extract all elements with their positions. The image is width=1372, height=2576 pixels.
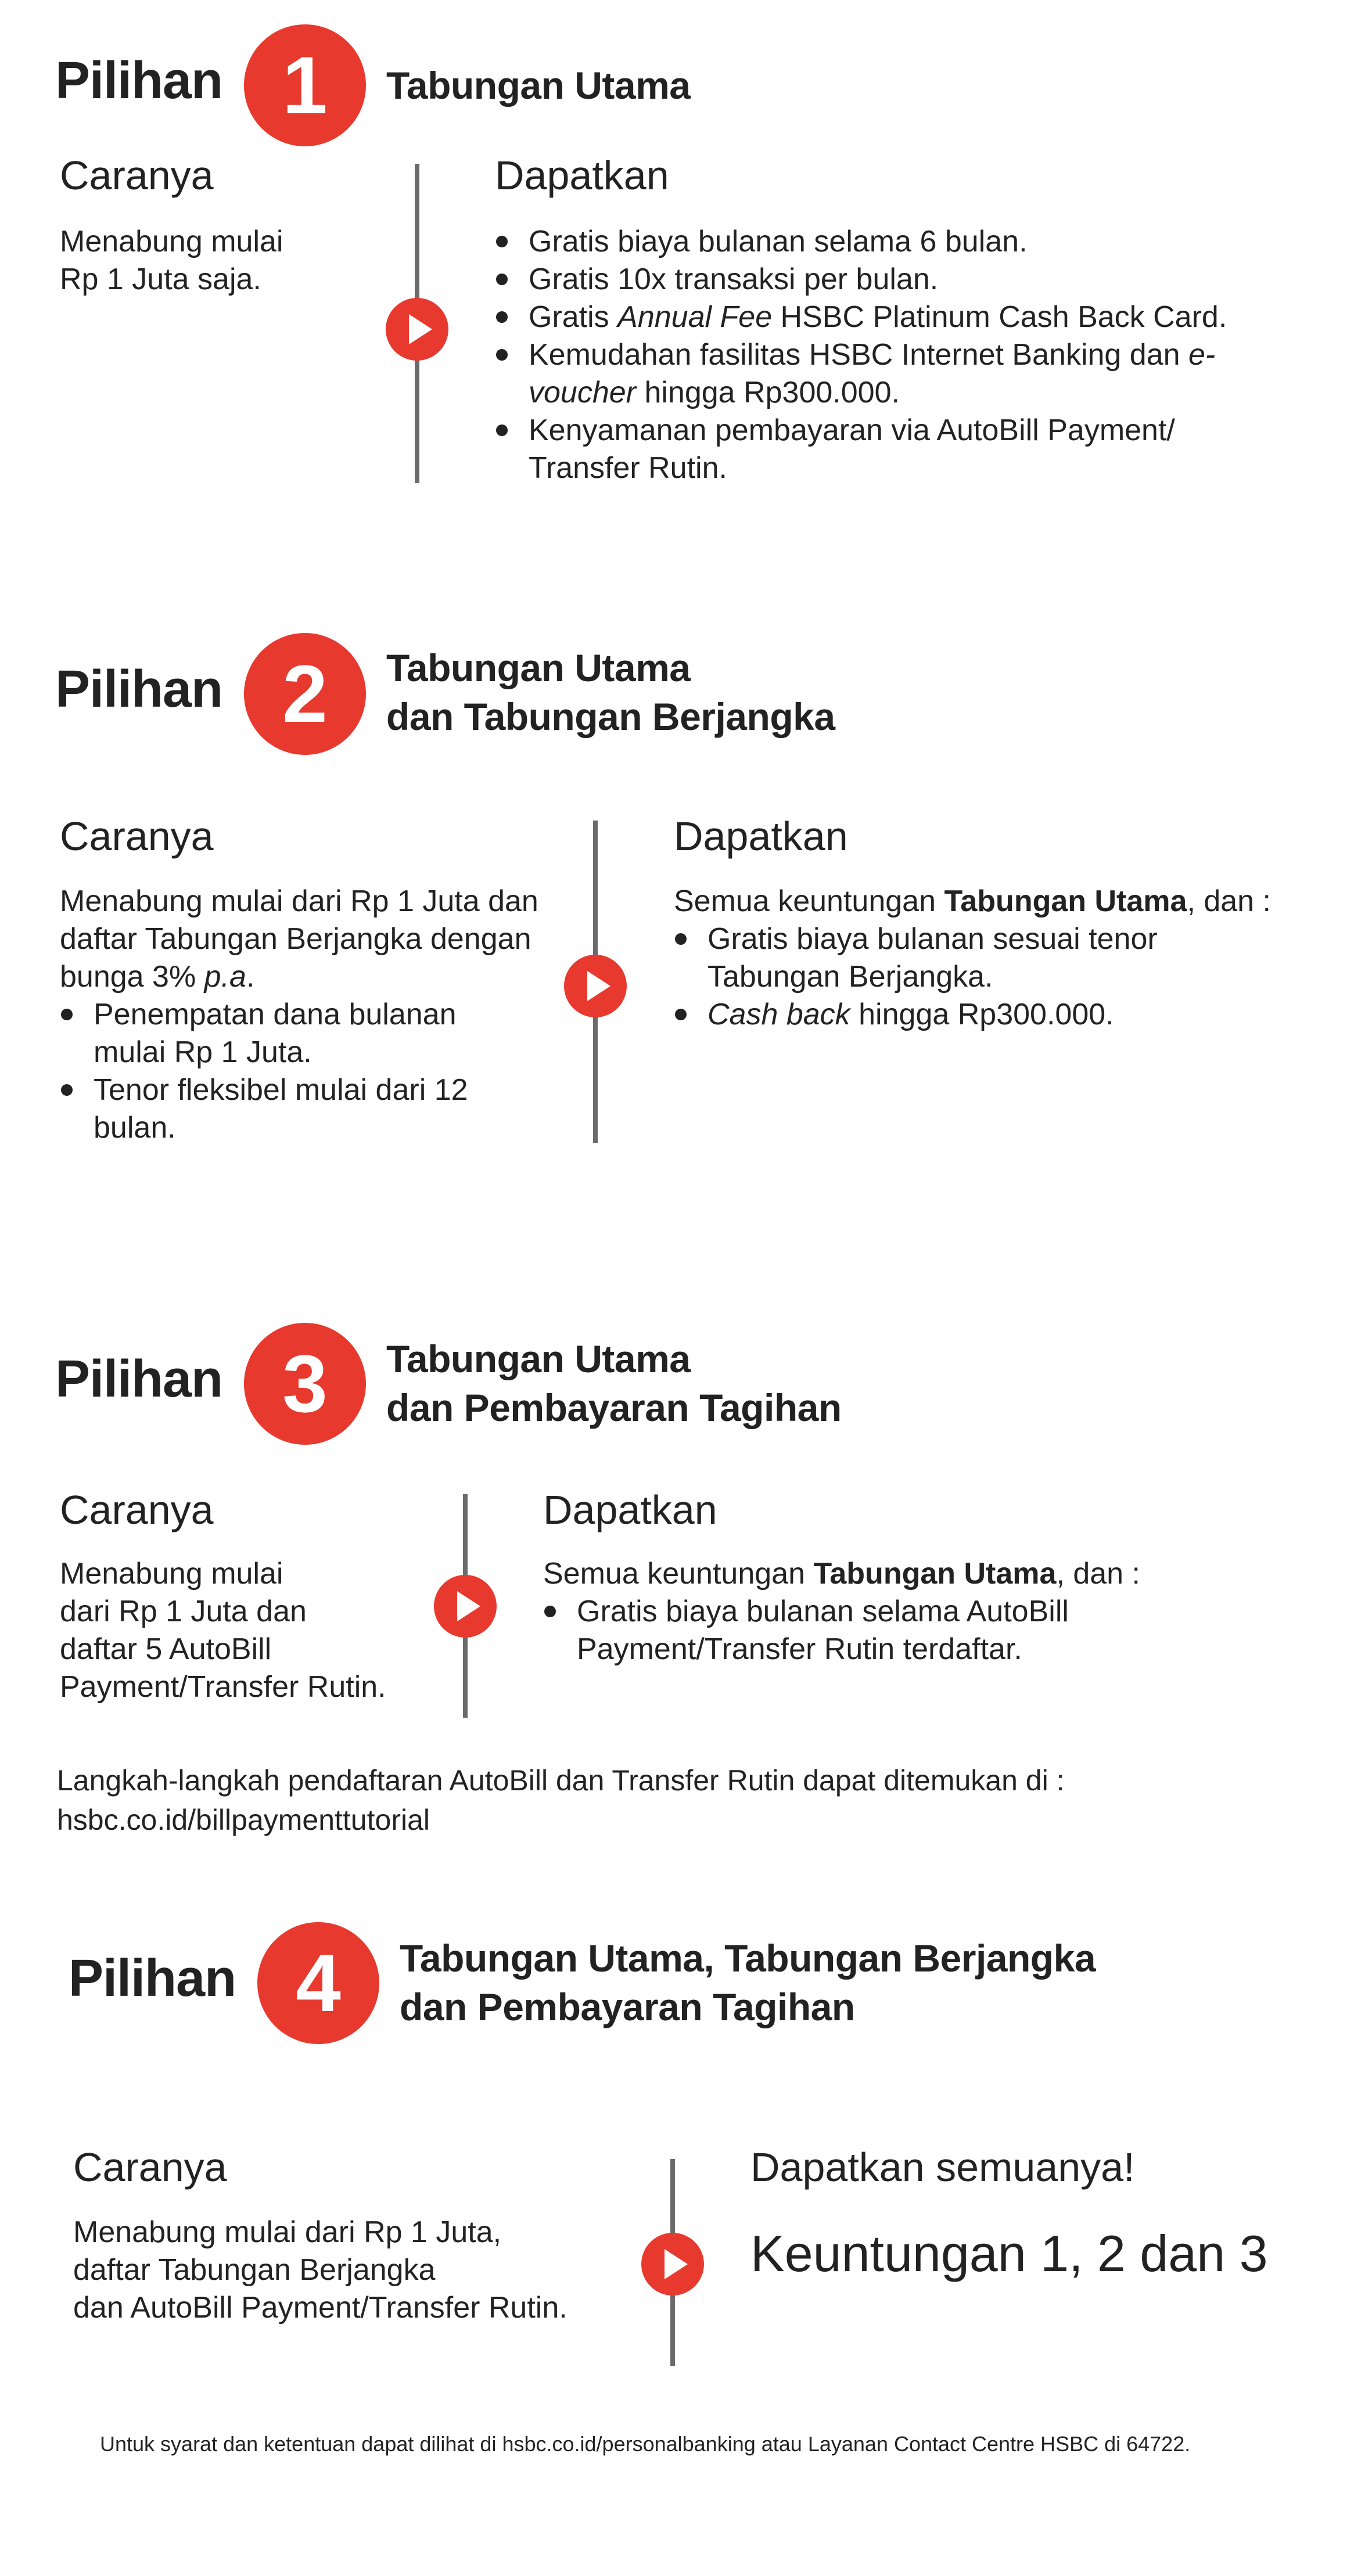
option-2-title-line: dan Tabungan Berjangka: [386, 695, 835, 738]
benefit-item: Gratis biaya bulanan selama 6 bulan.: [495, 223, 1296, 261]
how-line: Payment/Transfer Rutin.: [60, 1670, 386, 1704]
option-4-how-title: Caranya: [73, 2145, 227, 2190]
option-2-title: [386, 643, 835, 741]
get-intro: Semua keuntungan Tabungan Utama, dan :: [674, 884, 1271, 918]
benefit-item: Cash back hingga Rp300.000.: [674, 996, 1336, 1034]
option-2-how-title: Caranya: [60, 814, 214, 859]
benefit-item: Gratis 10x transaksi per bulan.: [495, 261, 1296, 298]
option-2-arrow-icon: [564, 955, 627, 1017]
option-3-label: Pilihan: [55, 1350, 223, 1408]
option-3-benefits: [543, 1555, 1298, 1668]
option-4-number-badge: 4: [257, 1922, 379, 2044]
how-bullet: Tenor fleksibel mulai dari 12 bulan.: [60, 1071, 512, 1147]
option-3-title-line: dan Pembayaran Tagihan: [386, 1386, 842, 1429]
option-1-arrow-icon: [386, 298, 448, 361]
option-2-get-title: Dapatkan: [674, 814, 848, 859]
option-3-how-title: Caranya: [60, 1487, 214, 1532]
option-3-note: [57, 1761, 1335, 1840]
how-line: dan AutoBill Payment/Transfer Rutin.: [73, 2291, 568, 2325]
option-3-arrow-icon: [434, 1575, 497, 1638]
option-1-how-title: Caranya: [60, 153, 214, 198]
option-4-how-text: [73, 2214, 654, 2327]
benefit-item: Kenyamanan pembayaran via AutoBill Payment/ Transfer Rutin.: [495, 412, 1284, 487]
option-1-get-title: Dapatkan: [495, 153, 669, 198]
benefit-item: Gratis biaya bulanan sesuai tenor Tabungan Berjangka.: [674, 920, 1265, 996]
option-2-how-text: [60, 883, 559, 1147]
option-2-number-badge: 2: [244, 633, 366, 755]
get-intro: Semua keuntungan Tabungan Utama, dan :: [543, 1557, 1140, 1591]
option-1-benefits: [495, 223, 1296, 487]
option-4-title-line: dan Pembayaran Tagihan: [400, 1985, 855, 2028]
benefit-item: Gratis biaya bulanan selama AutoBill Payment/Transfer Rutin terdaftar.: [543, 1593, 1158, 1668]
note-line: Langkah-langkah pendaftaran AutoBill dan Transfer Rutin dapat ditemukan di :: [57, 1764, 1065, 1797]
how-line: daftar Tabungan Berjangka: [73, 2253, 436, 2287]
option-3-get-title: Dapatkan: [543, 1487, 717, 1532]
how-intro: Menabung mulai dari Rp 1 Juta dan daftar Tabungan Berjangka dengan bunga 3% p.a.: [60, 884, 538, 994]
option-1-label: Pilihan: [55, 52, 223, 110]
option-3-title: [386, 1334, 842, 1432]
option-4-get-title: Dapatkan semuanya!: [750, 2145, 1135, 2190]
how-line: Menabung mulai dari Rp 1 Juta,: [73, 2215, 502, 2249]
option-3-how-text: [60, 1555, 443, 1706]
how-line: Menabung mulai: [60, 1557, 283, 1591]
option-4-label: Pilihan: [69, 1949, 236, 2007]
option-3-title-line: Tabungan Utama: [386, 1337, 691, 1380]
option-1-number-badge: 1: [244, 24, 366, 146]
option-1-how-text: [60, 223, 385, 298]
option-2-label: Pilihan: [55, 660, 223, 718]
footer-terms: Untuk syarat dan ketentuan dapat dilihat di hsbc.co.id/personalbanking atau Layanan Contact Centre HSBC di 64722.: [100, 2432, 1191, 2456]
option-4-arrow-icon: [641, 2233, 704, 2296]
how-line: Menabung mulai: [60, 225, 283, 258]
option-3-number-badge: 3: [244, 1323, 366, 1445]
option-4-title: [400, 1934, 1096, 2031]
how-bullet: Penempatan dana bulanan mulai Rp 1 Juta.: [60, 996, 512, 1071]
option-4-get-value: Keuntungan 1, 2 dan 3: [750, 2225, 1268, 2282]
note-link[interactable]: hsbc.co.id/billpaymenttutorial: [57, 1804, 430, 1836]
benefit-item: Kemudahan fasilitas HSBC Internet Banking dan e-voucher hingga Rp300.000.: [495, 336, 1296, 412]
option-2-title-line: Tabungan Utama: [386, 646, 691, 689]
how-line: daftar 5 AutoBill: [60, 1632, 272, 1666]
how-line: dari Rp 1 Juta dan: [60, 1595, 307, 1628]
option-2-benefits: [674, 883, 1336, 1034]
how-line: Rp 1 Juta saja.: [60, 262, 261, 296]
option-1-title: Tabungan Utama: [386, 64, 691, 107]
benefit-item: Gratis Annual Fee HSBC Platinum Cash Back Card.: [495, 298, 1296, 336]
option-4-title-line: Tabungan Utama, Tabungan Berjangka: [400, 1937, 1096, 1980]
